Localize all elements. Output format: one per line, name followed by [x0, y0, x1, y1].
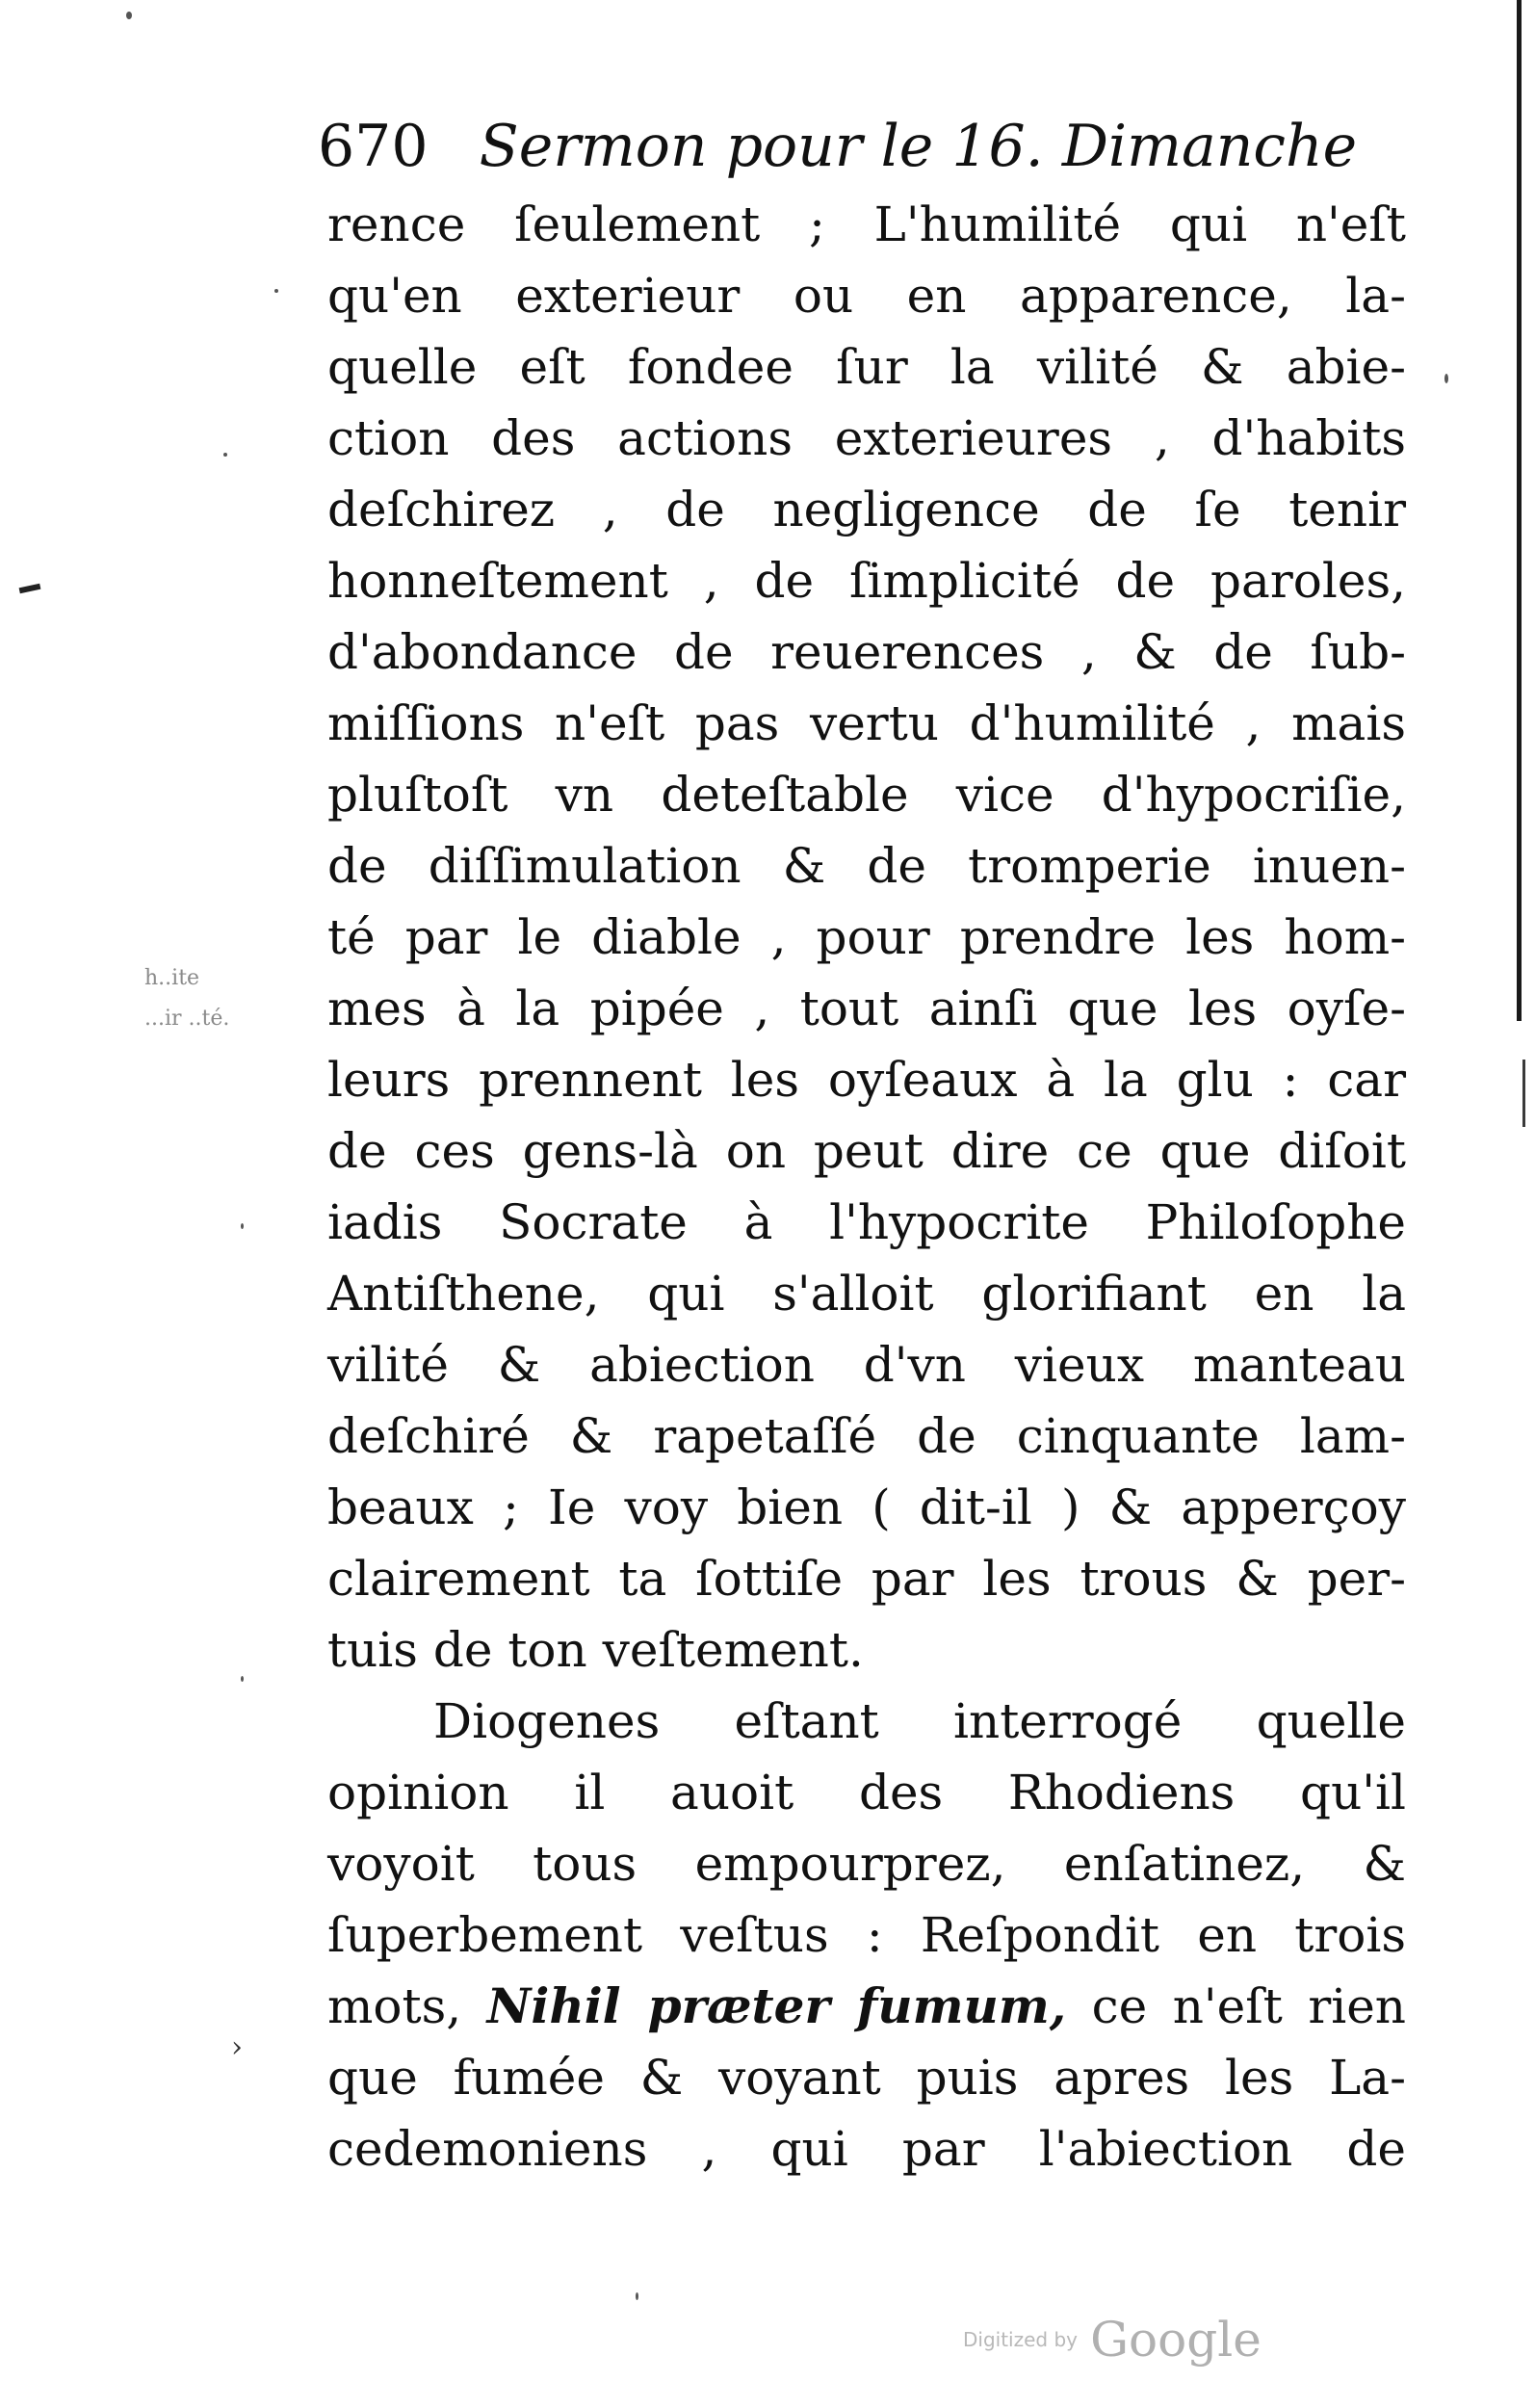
digitized-by-label: Digitized by	[963, 2328, 1078, 2351]
running-head: Sermon pour le 16. Dimanche	[479, 113, 1358, 180]
google-logo-text: Google	[1090, 2312, 1262, 2368]
ink-speck	[223, 453, 227, 457]
text-line-with-latin	[327, 1971, 1406, 2042]
page-edge-shadow	[1517, 0, 1522, 1021]
text-line: vilité & abiection d'vn vieux manteau	[327, 1337, 1406, 1393]
text-line: Antiſthene, qui s'alloit glorifiant en la	[327, 1266, 1406, 1322]
ink-speck	[241, 1223, 244, 1229]
text-line-paragraph-end: tuis de ton veſtement.	[327, 1622, 864, 1678]
text-line: pluſtoſt vn deteſtable vice d'hypocriſie,	[327, 767, 1406, 823]
text-line-paragraph-start: Diogenes eſtant interrogé quelle	[433, 1693, 1406, 1749]
latin-line-before: mots,	[327, 1978, 462, 2034]
text-line: clairement ta ſottiſe par les trous & per-	[327, 1551, 1406, 1607]
body-text	[327, 189, 1406, 2185]
text-line: d'abondance de reuerences , & de ſub-	[327, 624, 1406, 680]
latin-quotation: Nihil præter fumum,	[486, 1977, 1067, 2034]
margin-arrow-mark: ›	[231, 2030, 243, 2064]
text-line: miſſions n'eſt pas vertu d'humilité , mais	[327, 695, 1406, 751]
margin-ink-mark	[19, 584, 41, 593]
text-line: rence ſeulement ; L'humilité qui n'eſt	[327, 196, 1406, 252]
text-line: qu'en exterieur ou en apparence, la-	[327, 268, 1406, 324]
ink-speck	[636, 2292, 638, 2300]
text-line: beaux ; Ie voy bien ( dit-il ) & apperçoy	[327, 1479, 1406, 1535]
ink-speck	[274, 289, 278, 293]
ink-speck	[1444, 374, 1448, 383]
text-line: leurs prennent les oyſeaux à la glu : car	[327, 1052, 1406, 1108]
text-line: deſchirez , de negligence de ſe tenir	[327, 482, 1406, 537]
text-line: de diſſimulation & de tromperie inuen-	[327, 838, 1406, 894]
page-number: 670	[318, 113, 429, 180]
ink-speck	[241, 1676, 244, 1682]
text-line: mes à la pipée , tout ainſi que les oyſe-	[327, 981, 1406, 1036]
ink-speck	[126, 12, 132, 19]
marginal-note	[144, 958, 299, 1039]
marginal-note-line: h..ite	[144, 966, 200, 990]
page-header	[318, 108, 1358, 185]
text-line: opinion il auoit des Rhodiens qu'il	[327, 1765, 1406, 1820]
text-line: de ces gens-là on peut dire ce que diſoit	[327, 1123, 1406, 1179]
text-line: té par le diable , pour prendre les hom-	[327, 909, 1406, 965]
text-line: voyoit tous empourprez, enſatinez, &	[327, 1836, 1406, 1892]
text-line: honneſtement , de ſimplicité de paroles,	[327, 553, 1406, 609]
text-line: quelle eſt fondee ſur la vilité & abie-	[327, 339, 1406, 395]
text-line: que fumée & voyant puis apres les La-	[327, 2050, 1406, 2106]
text-line: ſuperbement veſtus : Reſpondit en trois	[327, 1907, 1406, 1963]
text-line: cedemoniens , qui par l'abiection de	[327, 2121, 1406, 2177]
latin-line-after: ce n'eſt rien	[1091, 1978, 1407, 2034]
page-edge-shadow-lower	[1522, 1060, 1525, 1127]
text-line: deſchiré & rapetaſſé de cinquante lam-	[327, 1408, 1406, 1464]
text-line: ction des actions exterieures , d'habits	[327, 410, 1406, 466]
text-line: iadis Socrate à l'hypocrite Philoſophe	[327, 1194, 1406, 1250]
digitized-watermark	[963, 2312, 1310, 2379]
marginal-note-line: ...ir ..té.	[144, 1007, 230, 1031]
